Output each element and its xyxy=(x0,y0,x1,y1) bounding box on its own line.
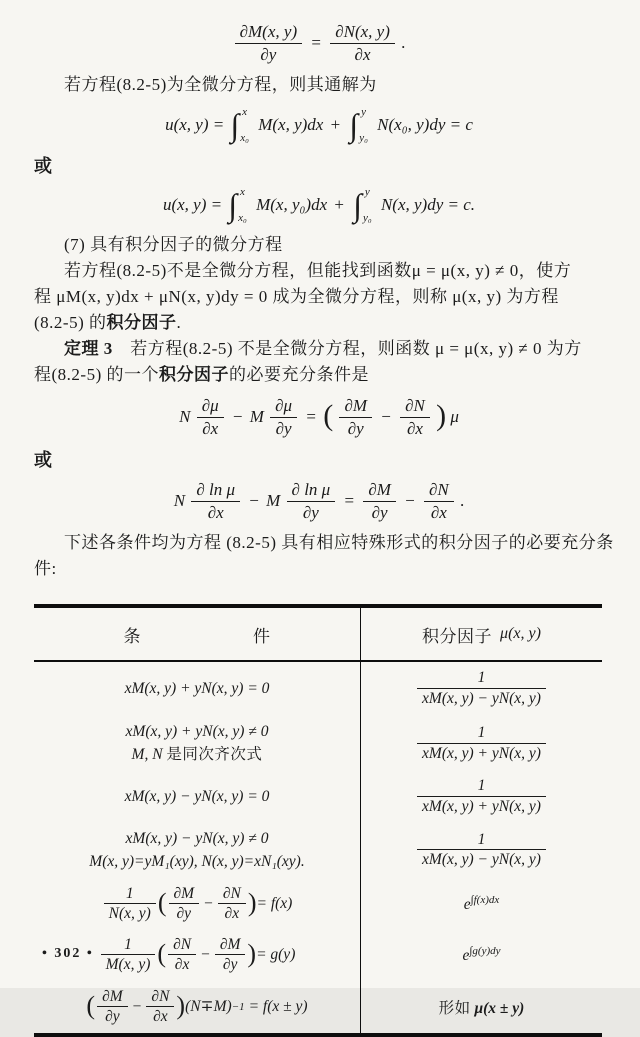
condition: xM(x, y) + yN(x, y) = 0 xyxy=(124,679,270,697)
integral-sign: ∫ xyxy=(230,107,240,144)
integral-upper-limit: y xyxy=(361,106,366,119)
equation-mu-pde: N $\frac{\partial\mu}{\partial x}$ − M $\frac{\partial\mu}{\partial y}$ = ( $\frac{\partial M}{\partial y}$ − $\frac{\partial N}{\partial x}$ ) μ xyxy=(179,396,459,438)
condition: $\frac{1}{N(x, y)}$ ( $\frac{\partial M}{\partial y}$ − $\frac{\partial N}{\partial x}$ ) = f(x) xyxy=(102,885,293,924)
factor-fraction: $\frac{1}{xM(x, y) - yN(x, y)}$ xyxy=(417,831,546,870)
open-paren: ( xyxy=(157,887,167,917)
mu-symbol: μ xyxy=(450,407,459,427)
bold-term-integrating-factor: 积分因子 xyxy=(158,365,229,385)
close-paren: ) xyxy=(247,887,257,917)
condition: xM(x, y) − yN(x, y) = 0 xyxy=(124,787,270,805)
minus-sign: − xyxy=(381,407,391,427)
open-paren: ( xyxy=(157,938,167,968)
table-header-row xyxy=(34,608,602,662)
condition: ( $\frac{\partial M}{\partial y}$ − $\frac{\partial N}{\partial x}$ ) (N∓M) −1 = f(x ± y) xyxy=(86,987,308,1026)
close-paren: ) xyxy=(176,990,186,1020)
plus-sign: + xyxy=(334,195,344,215)
plus-sign: + xyxy=(330,115,341,135)
integrand-2: N(x₀, y)dy xyxy=(377,115,446,135)
table-row xyxy=(34,772,602,821)
para7-line1: 若方程(8.2-5)不是全微分方程，但能找到函数μ = μ(x, y) ≠ 0，使方 xyxy=(64,261,572,281)
integral-sign: ∫ xyxy=(349,107,359,144)
section-7-heading: (7) 具有积分因子的微分方程 xyxy=(64,235,283,255)
bold-term-integrating-factor: 积分因子 xyxy=(106,313,177,333)
equation-lnmu-pde: N $\frac{\text{∂ ln μ}}{\partial x}$ − M $\frac{\text{∂ ln μ}}{\partial y}$ = $\frac{\partial M}{\partial y}$ − $\frac{\partial N}{\partial x}$ . xyxy=(173,480,465,522)
integral-sign: ∫ xyxy=(228,187,238,224)
period: . xyxy=(401,33,406,53)
or-label-1: 或 xyxy=(34,156,53,177)
integral-2 xyxy=(349,106,370,144)
integral-upper-limit: y xyxy=(364,186,370,199)
equals-sign: = xyxy=(306,407,316,427)
integral-1 xyxy=(228,186,249,224)
exponent: −1 xyxy=(231,1000,245,1013)
open-paren: ( xyxy=(86,990,96,1020)
minus-sign: − xyxy=(249,491,259,511)
close-paren: ) xyxy=(247,938,257,968)
para7-line2: 程 μM(x, y)dx + μN(x, y)dy = 0 成为全微分方程，则称 μ(x, y) 为方程 xyxy=(34,287,559,307)
integral-upper-limit: x xyxy=(240,186,245,199)
integrand-1: M(x, y)dx xyxy=(258,115,324,135)
theorem3-label: 定理 3 xyxy=(64,339,113,359)
integral-lower-limit: y₀ xyxy=(359,132,368,145)
fraction-dM-dy: $\frac{\partial M}{\partial y}$ xyxy=(363,480,396,522)
table-row xyxy=(34,929,602,981)
theorem3-line2: 程(8.2-5) 的一个积分因子的必要充分条件是 xyxy=(34,365,369,385)
fraction-dN-dx: $\frac{\partial N}{\partial x}$ xyxy=(424,480,454,522)
condition: xM(x, y) − yN(x, y) ≠ 0 xyxy=(125,829,269,847)
minus-sign: − xyxy=(201,945,210,963)
close-paren: ) xyxy=(436,399,447,433)
condition-note: M, N 是同次齐次式 xyxy=(131,746,263,764)
factor-form: 形如 μ(x ± y) xyxy=(438,999,525,1017)
solution2-rhs: = c. xyxy=(447,195,476,215)
column-header-factor: 积分因子 μ(x, y) xyxy=(422,625,541,646)
integral-lower-limit: y₀ xyxy=(362,212,372,225)
integral-2 xyxy=(353,186,374,224)
factor-exponential: $e^{\int f(x)dx}$ xyxy=(463,893,500,913)
equals-sign: = xyxy=(344,491,355,511)
condition: xM(x, y) + yN(x, y) ≠ 0 xyxy=(125,723,269,741)
intro-sentence: 若方程(8.2-5)为全微分方程，则其通解为 xyxy=(64,75,377,95)
minus-sign: − xyxy=(132,997,142,1015)
equation-general-solution-1 xyxy=(34,106,604,144)
equation-exactness-condition xyxy=(34,22,604,64)
integral-1 xyxy=(230,106,251,144)
fraction-dmu-dx: $\frac{\partial\mu}{\partial x}$ xyxy=(197,396,224,438)
fraction-dlnmu-dy: $\frac{\text{∂ ln μ}}{\partial y}$ xyxy=(287,480,336,522)
minus-sign: − xyxy=(232,407,243,427)
or-label-2: 或 xyxy=(34,450,53,471)
theorem3-line1: 定理 3 若方程(8.2-5) 不是全微分方程，则函数 μ = μ(x, y) ≠ 0 为方 xyxy=(64,339,582,359)
table-row xyxy=(34,714,602,772)
period: . xyxy=(459,491,465,511)
column-header-condition: 条 件 xyxy=(34,608,361,660)
open-paren: ( xyxy=(323,399,334,433)
fraction-dM-dy: $\frac{\partial M(x, y)}{\partial y}$ xyxy=(235,22,302,64)
table-row xyxy=(34,879,602,929)
page-number: • 302 • xyxy=(42,946,94,961)
solution2-lhs: u(x, y) = xyxy=(162,195,223,215)
solution1-rhs: = c xyxy=(449,115,473,135)
integrating-factor-table xyxy=(34,604,602,1037)
fraction-dN-dx: $\frac{\partial N}{\partial x}$ xyxy=(400,396,430,438)
table-row xyxy=(34,821,602,879)
integral-upper-limit: x xyxy=(242,106,248,119)
integral-sign: ∫ xyxy=(353,187,362,224)
equals-sign: = xyxy=(311,33,321,53)
closing-line1: 下述各条件均为方程 (8.2-5) 具有相应特殊形式的积分因子的必要充分条 xyxy=(64,533,614,553)
equation-general-solution-2 xyxy=(34,186,604,224)
closing-line2: 件: xyxy=(34,559,57,579)
integral-lower-limit: x₀ xyxy=(238,212,247,225)
solution1-lhs: u(x, y) = xyxy=(165,115,225,135)
factor-fraction: $\frac{1}{xM(x, y) + yN(x, y)}$ xyxy=(417,724,546,763)
para7-line3: (8.2-5) 的积分因子. xyxy=(34,313,182,333)
fraction-dmu-dy: $\frac{\partial\mu}{\partial y}$ xyxy=(270,396,297,438)
fraction-dlnmu-dx: $\frac{\text{∂ ln μ}}{\partial x}$ xyxy=(191,480,240,522)
condition: $\frac{1}{M(x, y)}$ ( $\frac{\partial N}{\partial x}$ − $\frac{\partial M}{\partial y}$ ) = g(y) xyxy=(99,936,296,975)
minus-sign: − xyxy=(405,491,415,511)
factor-exponential: $e^{\int g(y)dy}$ xyxy=(462,944,501,964)
fraction-dM-dy: $\frac{\partial M}{\partial y}$ xyxy=(339,396,372,438)
integrand-1: M(x, y₀)dx xyxy=(256,195,328,215)
fraction-dN-dx: $\frac{\partial N(x, y)}{\partial x}$ xyxy=(330,22,395,64)
table-row xyxy=(34,662,602,714)
integral-lower-limit: x₀ xyxy=(240,132,249,145)
factor-fraction: $\frac{1}{xM(x, y) + yN(x, y)}$ xyxy=(417,777,546,816)
table-row xyxy=(34,981,602,1033)
minus-sign: − xyxy=(204,894,213,912)
factor-fraction: $\frac{1}{xM(x, y) - yN(x, y)}$ xyxy=(417,669,546,708)
condition-note: M(x, y)=yM₁(xy), N(x, y)=xN₁(xy). xyxy=(89,852,305,870)
integrand-2: N(x, y)dy xyxy=(380,195,444,215)
